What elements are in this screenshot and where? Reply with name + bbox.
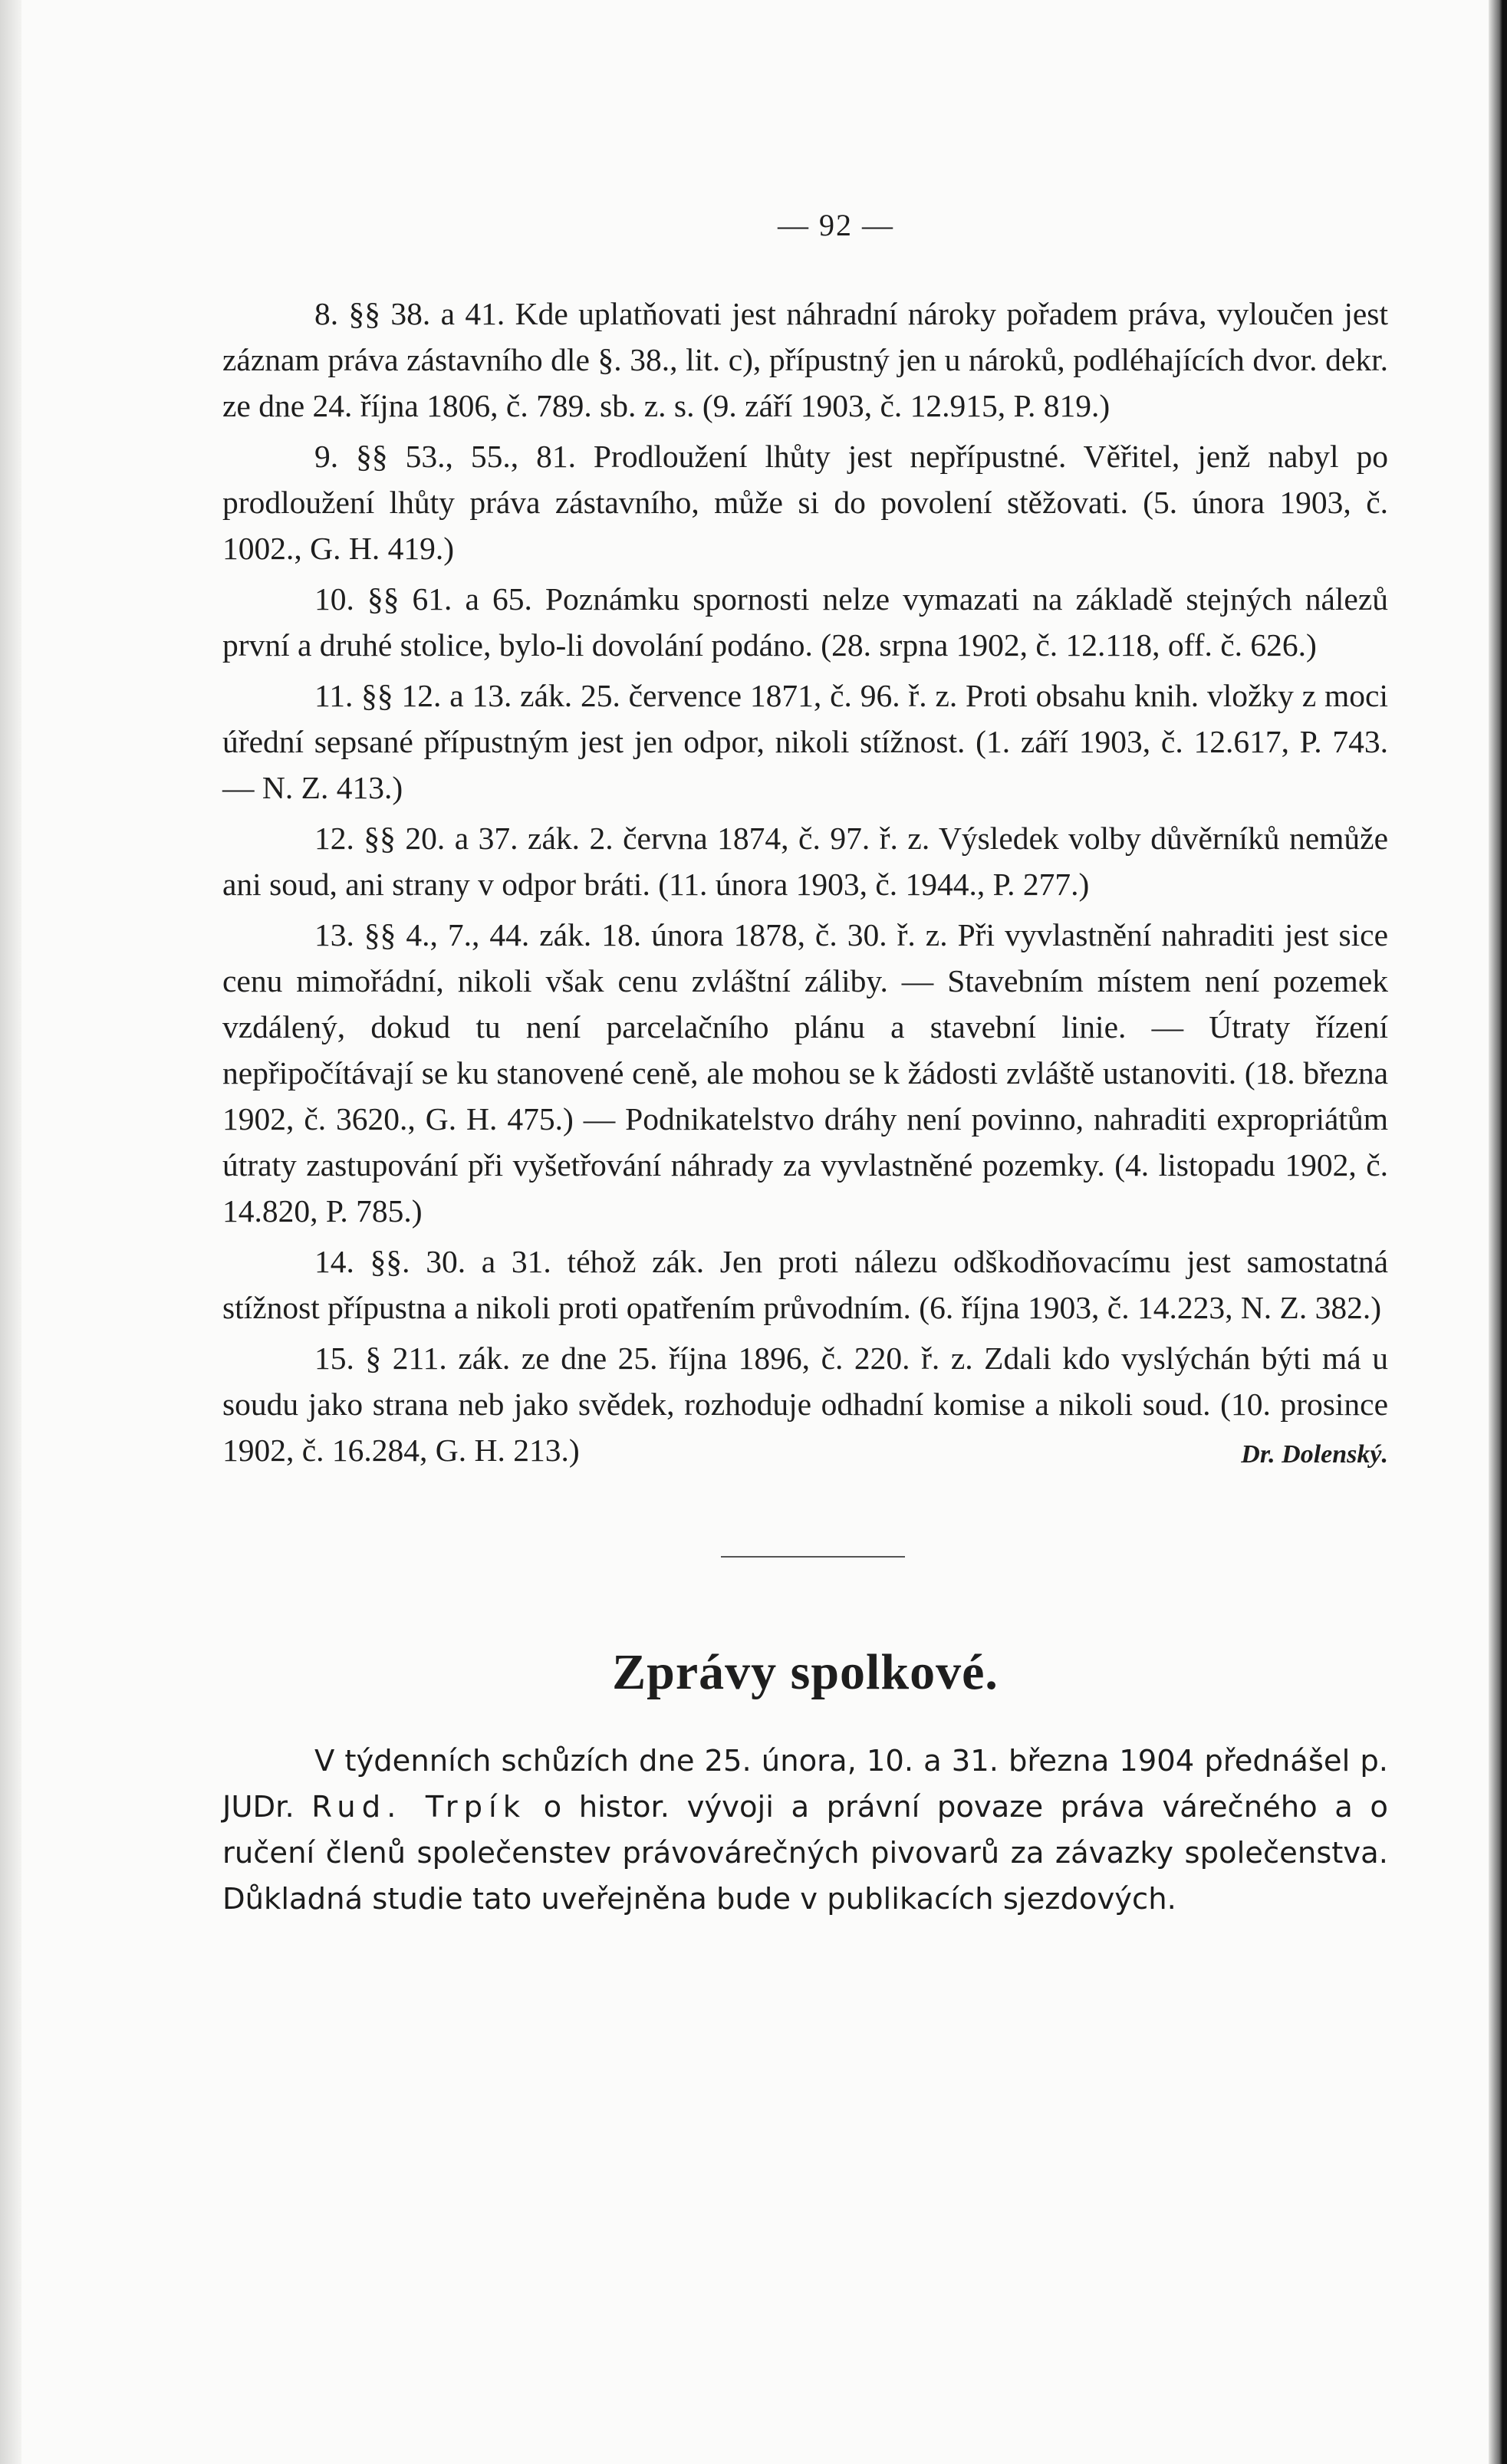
report-text-before: V týdenních schůzích dne 25. února, 10. a 31. března 1904 přednášel p. JUDr.: [222, 1744, 1388, 1824]
entry-8: 8. §§ 38. a 41. Kde uplatňovati jest náhradní nároky pořadem práva, vyloučen jest záznam práva zástavního dle §. 38., lit. c), přípustný jen u nároků, podléhajících dvor. dekr. ze dne 24. října 1806, č. 789. sb. z. s. (9. září 1903, č. 12.915, P. 819.): [222, 296, 1388, 423]
report-lecturer-name: Rud. Trpík: [311, 1790, 527, 1824]
author-signature: Dr. Dolenský.: [1241, 1440, 1388, 1469]
report-text-after: o histor. vývoji a právní povaze práva várečného a o ručení členů společenstev právovárečných pivovarů za závazky společenstva. Důkladná studie tato uveřejněna bude v publikacích sjezdových.: [222, 1790, 1388, 1916]
page-left-edge: [0, 0, 21, 2464]
page-right-edge: [1489, 0, 1507, 2464]
page-number: — 92 —: [778, 208, 894, 242]
entry-15: [222, 1335, 1388, 1473]
entry-11: 11. §§ 12. a 13. zák. 25. července 1871, č. 96. ř. z. Proti obsahu knih. vložky z moci úřední sepsané přípustným jest jen odpor, nikoli stížnost. (1. září 1903, č. 12.617, P. 743. — N. Z. 413.): [222, 678, 1388, 805]
association-report: [222, 1739, 1388, 1923]
entry-10: 10. §§ 61. a 65. Poznámku spornosti nelze vymazati na základě stejných nálezů první a druhé stolice, bylo-li dovolání podáno. (28. srpna 1902, č. 12.118, off. č. 626.): [222, 581, 1388, 663]
section-divider: [721, 1556, 905, 1558]
entry-14: 14. §§. 30. a 31. téhož zák. Jen proti nálezu odškodňovacímu jest samostatná stížnost přípustna a nikoli proti opatřením průvodním. (6. října 1903, č. 14.223, N. Z. 382.): [222, 1244, 1388, 1325]
section-title: Zprávy spolkové.: [612, 1644, 999, 1700]
page-content: [222, 207, 1388, 1923]
entry-12: 12. §§ 20. a 37. zák. 2. června 1874, č. 97. ř. z. Výsledek volby důvěrníků nemůže ani soud, ani strany v odpor bráti. (11. února 1903, č. 1944., P. 277.): [222, 821, 1388, 902]
entry-9: 9. §§ 53., 55., 81. Prodloužení lhůty jest nepřípustné. Věřitel, jenž nabyl po prodloužení lhůty práva zástavního, může si do povolení stěžovati. (5. února 1903, č. 1002., G. H. 419.): [222, 439, 1388, 566]
entry-15-text: 15. § 211. zák. ze dne 25. října 1896, č. 220. ř. z. Zdali kdo vyslýchán býti má u soudu jako strana neb jako svědek, rozhoduje odhadní komise a nikoli soud. (10. prosince 1902, č. 16.284, G. H. 213.): [222, 1341, 1388, 1468]
entry-13: 13. §§ 4., 7., 44. zák. 18. února 1878, č. 30. ř. z. Při vyvlastnění nahraditi jest sice cenu mimořádní, nikoli však cenu zvláštní záliby. — Stavebním místem není pozemek vzdálený, dokud tu není parcelačního plánu a stavební linie. — Útraty řízení nepřipočítávají se ku stanovené ceně, ale mohou se k žádosti zvláště ustanoviti. (18. března 1902, č. 3620., G. H. 475.) — Podnikatelstvo dráhy není povinno, nahraditi expropriátům útraty zastupování při vyšetřování náhrady za vyvlastněné pozemky. (4. listopadu 1902, č. 14.820, P. 785.): [222, 917, 1388, 1229]
